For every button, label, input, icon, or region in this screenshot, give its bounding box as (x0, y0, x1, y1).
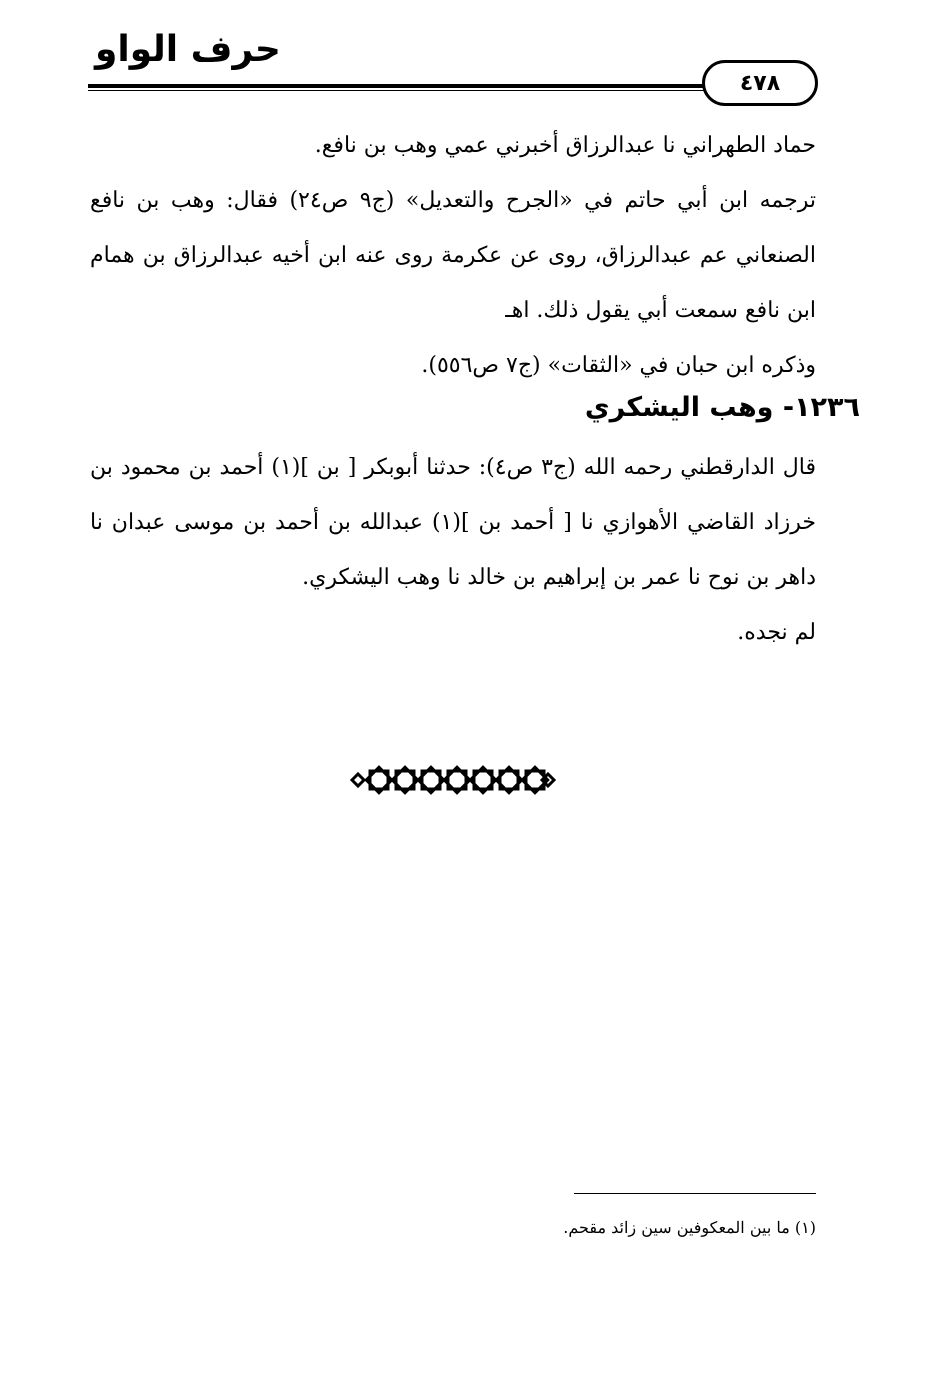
entry-paragraph-1: قال الدارقطني رحمه الله (ج٣ ص٤): حدثنا أبوبكر [ بن ](١) أحمد بن محمود بن خرزاد القاضي الأهوازي نا [ أحمد بن ](١) عبدالله بن أحمد بن موسى عبدان نا داهر بن نوح نا عمر بن إبراهيم بن خالد نا وهب اليشكري. (90, 455, 816, 590)
top-section (90, 118, 816, 393)
paragraph-2: ترجمه ابن أبي حاتم في «الجرح والتعديل» (ج٩ ص٢٤) فقال: وهب بن نافع الصنعاني عم عبدالرزاق، روى عن عكرمة روى عنه ابن أخيه عبدالرزاق بن همام ابن نافع سمعت أبي يقول ذلك. اهـ (90, 188, 816, 323)
paragraph-3: وذكره ابن حبان في «الثقات» (ج٧ ص٥٥٦). (421, 353, 816, 378)
entry-heading: ١٢٣٦- وهب اليشكري (584, 392, 860, 423)
footnote: (١) ما بين المعكوفين سين زائد مقحم. (563, 1218, 816, 1237)
chapter-title: حرف الواو (95, 29, 281, 70)
paragraph-1: حماد الطهراني نا عبدالرزاق أخبرني عمي وهب بن نافع. (314, 133, 816, 158)
footnote-rule (574, 1193, 816, 1194)
entry-section (90, 440, 816, 660)
star-ornament-divider (340, 760, 570, 800)
entry-paragraph-2: لم نجده. (737, 620, 816, 645)
page-number: ٤٧٨ (702, 60, 818, 106)
